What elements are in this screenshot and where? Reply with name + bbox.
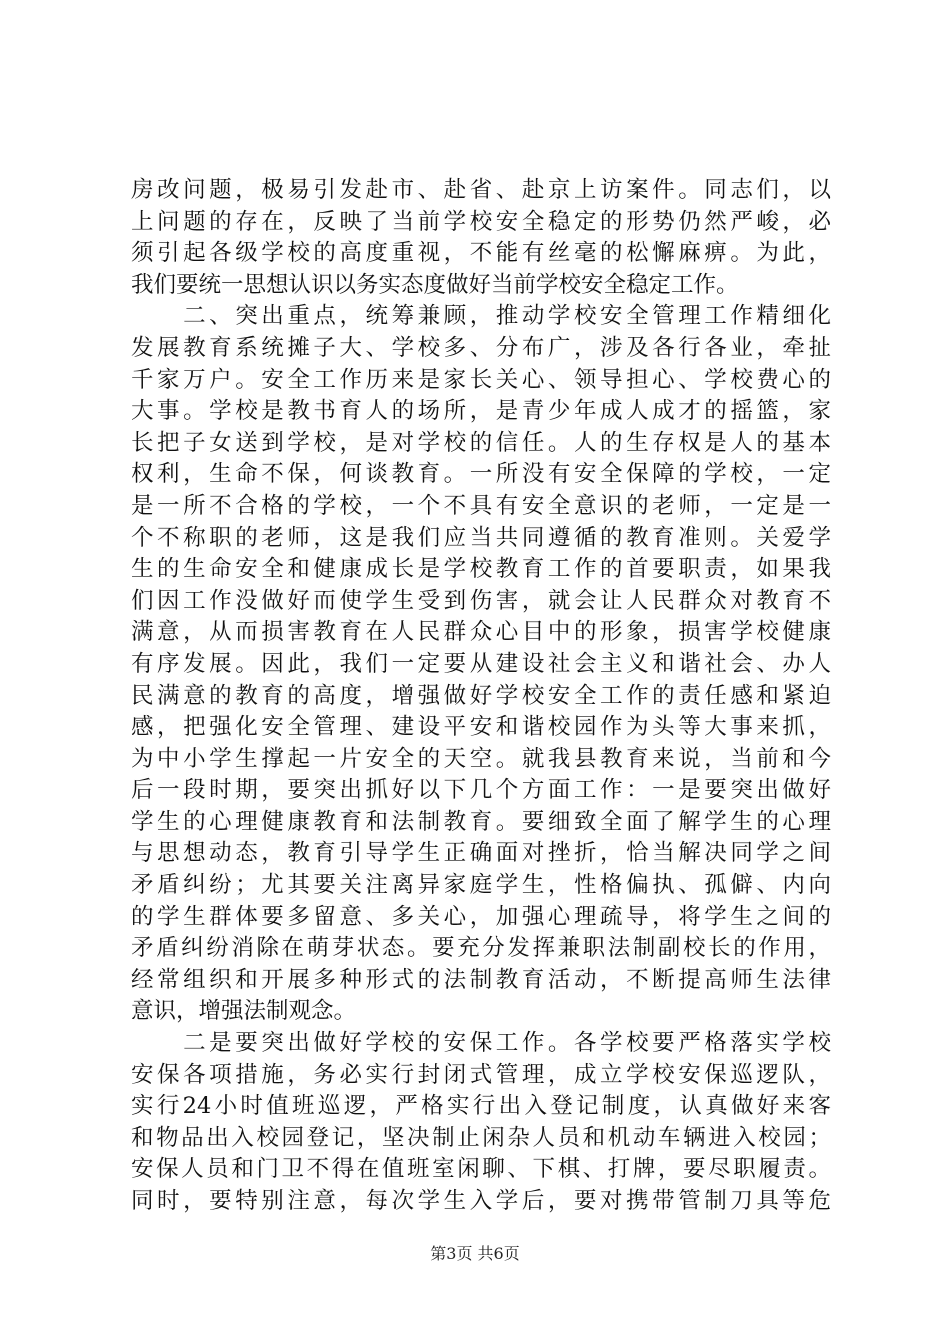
text-line: 的学生群体要多留意、多关心，加强心理疏导，将学生之间的 — [131, 903, 831, 930]
text-line: 和物品出入校园登记，坚决制止闲杂人员和机动车辆进入校园； — [131, 1124, 831, 1151]
text-line: 经常组织和开展多种形式的法制教育活动，不断提高师生法律 — [131, 966, 831, 993]
text-line: 为中小学生撑起一片安全的天空。就我县教育来说，当前和今 — [131, 745, 831, 772]
text-line: 民满意的教育的高度，增强做好学校安全工作的责任感和紧迫 — [131, 682, 831, 709]
text-line: 矛盾纠纷消除在萌芽状态。要充分发挥兼职法制副校长的作用， — [131, 935, 831, 962]
text-line: 千家万户。安全工作历来是家长关心、领导担心、学校费心的 — [131, 366, 831, 393]
text-line: 是一所不合格的学校，一个不具有安全意识的老师，一定是一 — [131, 492, 831, 519]
text-line: 我们要统一思想认识以务实态度做好当前学校安全稳定工作。 — [131, 271, 739, 298]
text-line: 们因工作没做好而使学生受到伤害，就会让人民群众对教育不 — [131, 587, 831, 614]
text-line: 安保各项措施，务必实行封闭式管理，成立学校安保巡逻队， — [131, 1061, 831, 1088]
text-line: 须引起各级学校的高度重视，不能有丝毫的松懈麻痹。为此， — [131, 240, 831, 267]
text-line: 意识，增强法制观念。 — [131, 998, 357, 1025]
text-line: 二、突出重点，统筹兼顾，推动学校安全管理工作精细化 — [131, 303, 831, 330]
text-line: 长把子女送到学校，是对学校的信任。人的生存权是人的基本 — [131, 429, 831, 456]
text-line: 实行24小时值班巡逻，严格实行出入登记制度，认真做好来客 — [131, 1093, 831, 1120]
body-text — [131, 175, 831, 1218]
text-line: 满意，从而损害教育在人民群众心目中的形象，损害学校健康 — [131, 619, 831, 646]
text-line: 上问题的存在，反映了当前学校安全稳定的形势仍然严峻，必 — [131, 208, 831, 235]
text-line: 与思想动态，教育引导学生正确面对挫折，恰当解决同学之间 — [131, 840, 831, 867]
text-line: 安保人员和门卫不得在值班室闲聊、下棋、打牌，要尽职履责。 — [131, 1156, 831, 1183]
page-footer: 第3页 共6页 — [430, 1244, 520, 1263]
text-line: 有序发展。因此，我们一定要从建设社会主义和谐社会、办人 — [131, 650, 831, 677]
text-line: 权利，生命不保，何谈教育。一所没有安全保障的学校，一定 — [131, 461, 831, 488]
text-line: 同时，要特别注意，每次学生入学后，要对携带管制刀具等危 — [131, 1188, 831, 1214]
text-line: 二是要突出做好学校的安保工作。各学校要严格落实学校 — [131, 1030, 831, 1057]
text-line: 矛盾纠纷；尤其要关注离异家庭学生，性格偏执、孤僻、内向 — [131, 872, 831, 899]
text-line: 个不称职的老师，这是我们应当共同遵循的教育准则。关爱学 — [131, 524, 831, 551]
text-line: 发展教育系统摊子大、学校多、分布广，涉及各行各业，牵扯 — [131, 334, 831, 361]
text-line: 大事。学校是教书育人的场所，是青少年成人成才的摇篮，家 — [131, 398, 831, 425]
text-line: 感，把强化安全管理、建设平安和谐校园作为头等大事来抓， — [131, 714, 831, 741]
text-line: 学生的心理健康教育和法制教育。要细致全面了解学生的心理 — [131, 808, 831, 835]
text-line: 生的生命安全和健康成长是学校教育工作的首要职责，如果我 — [131, 556, 831, 583]
text-line: 房改问题，极易引发赴市、赴省、赴京上访案件。同志们，以 — [131, 177, 831, 203]
text-line: 后一段时期，要突出抓好以下几个方面工作：一是要突出做好 — [131, 777, 831, 804]
